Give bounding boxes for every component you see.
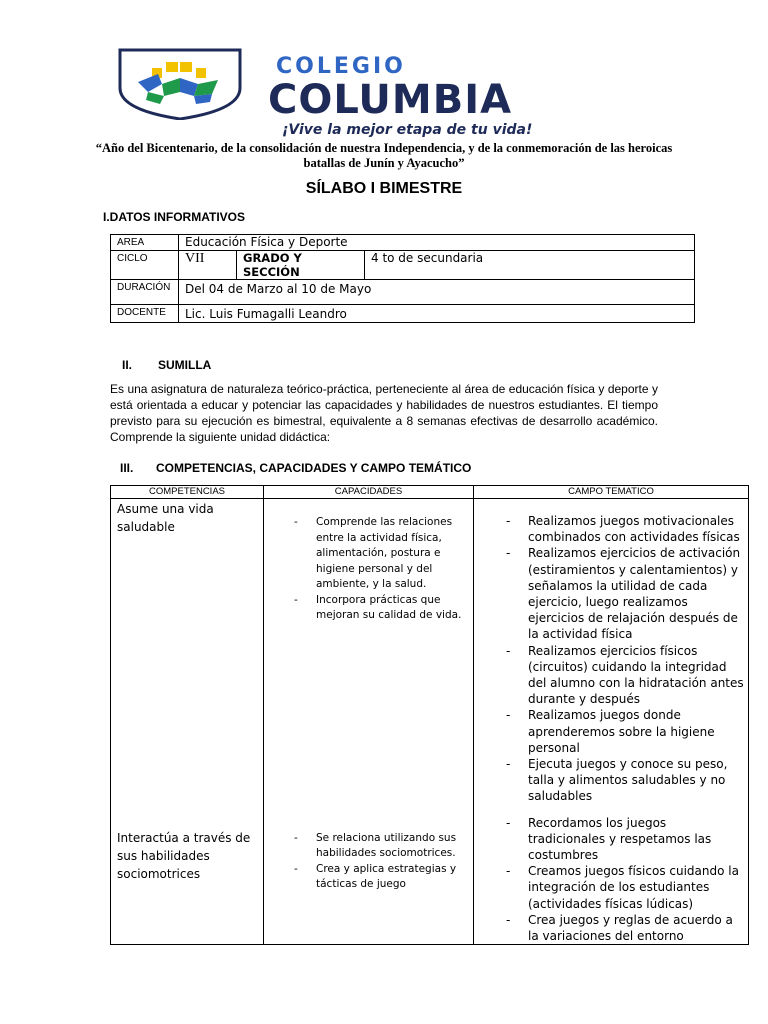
col-header-competencias: COMPETENCIAS (111, 486, 264, 499)
info-row-docente (111, 305, 695, 323)
ciclo-label: CICLO (111, 251, 179, 280)
capacidades-cell (264, 499, 474, 809)
campo-list (474, 815, 748, 945)
shield-logo-icon (118, 48, 242, 120)
competencia-cell (111, 499, 264, 809)
duracion-label: DURACIÓN (111, 280, 179, 305)
col-header-capacidades: CAPACIDADES (264, 486, 474, 499)
brand-block (268, 56, 658, 138)
section-title: COMPETENCIAS, CAPACIDADES Y CAMPO TEMÁTICO (156, 461, 472, 475)
section-title: SUMILLA (158, 358, 212, 372)
list-item: - Se relaciona utilizando sus habilidades sociomotrices. (264, 831, 473, 862)
campo-list (474, 513, 748, 805)
sumilla-paragraph: Es una asignatura de naturaleza teórico-práctica, perteneciente al área de educación física y deporte y está orientada a educar y potenciar las capacidades y habilidades de nuestros estudiantes. El tiempo previsto para su ejecución es bimestral, equivalente a 8 semanas efectivas de desarrollo académico. Comprende la siguiente unidad didáctica: (110, 382, 658, 444)
table-header-row (111, 486, 749, 499)
list-item: - Recordamos los juegos tradicionales y respetamos las costumbres (474, 815, 748, 864)
list-item: - Comprende las relaciones entre la actividad física, alimentación, postura e higiene personal y del ambiente, y la salud. (264, 515, 473, 593)
school-logo-badge (118, 48, 242, 120)
docente-value: Lic. Luis Fumagalli Leandro (179, 305, 695, 323)
docente-label: DOCENTE (111, 305, 179, 323)
section-heading-sumilla (122, 358, 211, 372)
competencia-text: Interactúa a través de sus habilidades sociomotrices (117, 830, 251, 881)
list-item: - Realizamos juegos motivacionales combinados con actividades físicas (474, 513, 748, 545)
col-header-campo: CAMPO TEMATICO (474, 486, 749, 499)
section-number: II. (122, 358, 133, 372)
capacidades-list (264, 831, 473, 893)
area-label: AREA (111, 235, 179, 251)
competencias-table (110, 485, 749, 945)
campo-cell (474, 809, 749, 945)
competencia-cell (111, 809, 264, 945)
info-row-area (111, 235, 695, 251)
table-row (111, 499, 749, 809)
table-row (111, 809, 749, 945)
brand-name: COLUMBIA (268, 77, 513, 123)
brand-tagline: ¡Vive la mejor etapa de tu vida! (282, 122, 533, 138)
section-number: III. (120, 461, 134, 475)
info-row-ciclo (111, 251, 695, 280)
list-item: - Ejecuta juegos y conoce su peso, talla y alimentos saludables y no saludables (474, 756, 748, 805)
ciclo-value: VII (179, 251, 237, 280)
list-item: - Realizamos ejercicios físicos (circuitos) cuidando la integridad del alumno con la hidratación antes durante y después (474, 643, 748, 708)
brand-top-text: COLEGIO (276, 54, 406, 79)
grado-label: GRADO Y SECCIÓN (237, 251, 365, 280)
area-value: Educación Física y Deporte (179, 235, 695, 251)
list-item: - Realizamos ejercicios de activación (estiramientos y calentamientos) y señalamos la utilidad de cada ejercicio, luego realizamos ejercicios de relajación después de la actividad física (474, 545, 748, 642)
info-row-duracion (111, 280, 695, 305)
list-item: - Creamos juegos físicos cuidando la integración de los estudiantes (actividades físicas lúdicas) (474, 863, 748, 912)
competencia-text: Asume una vida saludable (117, 502, 214, 534)
duracion-value: Del 04 de Marzo al 10 de Mayo (179, 280, 695, 305)
list-item: - Realizamos juegos donde aprenderemos sobre la higiene personal (474, 707, 748, 756)
info-table (110, 234, 695, 323)
list-item: - Crea juegos y reglas de acuerdo a la variaciones del entorno (474, 912, 748, 944)
section-heading-competencias (120, 461, 471, 475)
list-item: - Incorpora prácticas que mejoran su calidad de vida. (264, 593, 473, 624)
list-item: - Crea y aplica estrategias y tácticas de juego (264, 862, 473, 893)
capacidades-cell (264, 809, 474, 945)
campo-cell (474, 499, 749, 809)
grado-value: 4 to de secundaria (365, 251, 695, 280)
section-heading-datos: I.DATOS INFORMATIVOS (103, 210, 246, 224)
document-title: SÍLABO I BIMESTRE (305, 180, 463, 197)
year-motto: “Año del Bicentenario, de la consolidación de nuestra Independencia, y de la conmemoración de las heroicas batallas de Junín y Ayacucho” (95, 141, 673, 170)
capacidades-list (264, 515, 473, 624)
